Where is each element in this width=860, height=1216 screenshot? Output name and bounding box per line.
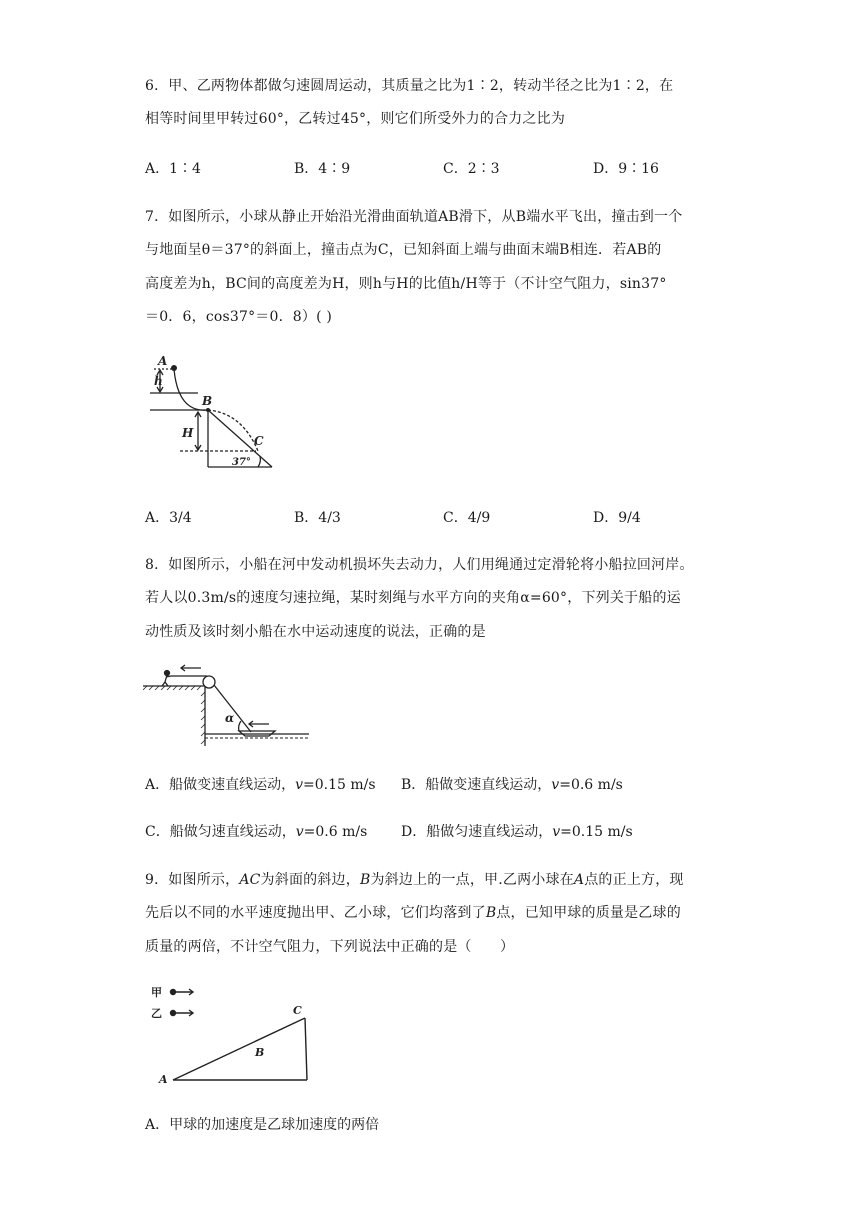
q7-option-b: B．4/3 — [294, 510, 341, 526]
q7-label-c: C — [254, 434, 264, 448]
q9-option-a: A．甲球的加速度是乙球加速度的两倍 — [145, 1117, 380, 1133]
q9-line2: 先后以不同的水平速度抛出甲、乙小球，它们均落到了B点，已知甲球的质量是乙球的 — [145, 905, 681, 921]
q7-label-hh: H — [182, 426, 194, 440]
ball-jia-icon — [170, 989, 176, 995]
ball-yi-icon — [170, 1010, 176, 1016]
q9-label-b: B — [255, 1046, 265, 1059]
q9-line1: 9．如图所示，AC为斜面的斜边，B为斜边上的一点，甲.乙两小球在A点的正上方，现 — [145, 872, 684, 888]
q7-option-a: A．3/4 — [145, 510, 192, 526]
q7-line1: 7．如图所示，小球从静止开始沿光滑曲面轨道AB滑下，从B端水平飞出，撞击到一个 — [145, 209, 683, 225]
q7-label-h: h — [154, 374, 163, 388]
q8-option-b: B．船做变速直线运动，v=0.6 m/s — [401, 777, 623, 793]
q7-option-d: D．9/4 — [593, 510, 641, 526]
q7-line3: 高度差为h，BC间的高度差为H，则h与H的比值h/H等于（不计空气阻力，sin37° — [145, 276, 667, 292]
q6-option-c: C．2∶3 — [443, 161, 500, 177]
q8-option-a: A．船做变速直线运动，v=0.15 m/s — [145, 777, 376, 793]
q8-option-d: D．船做匀速直线运动，v=0.15 m/s — [401, 824, 633, 840]
q6-option-b: B．4∶9 — [294, 161, 351, 177]
q8-label-alpha: α — [225, 711, 235, 725]
q9-line3: 质量的两倍，不计空气阻力，下列说法中正确的是（ ） — [145, 939, 515, 955]
q6-option-d: D．9∶16 — [593, 161, 659, 177]
q9-label-jia: 甲 — [151, 986, 162, 999]
q7-label-a: A — [158, 355, 168, 368]
q8-line2: 若人以0.3m/s的速度匀速拉绳，某时刻绳与水平方向的夹角α=60°，下列关于船的运 — [145, 590, 681, 606]
q9-label-c: C — [293, 1004, 302, 1017]
q8-option-c: C．船做匀速直线运动，v=0.6 m/s — [145, 824, 368, 840]
q8-line3: 动性质及该时刻小船在水中运动速度的说法，正确的是 — [145, 624, 486, 640]
q7-option-c: C．4/9 — [443, 510, 491, 526]
q7-line2: 与地面呈θ＝37°的斜面上，撞击点为C，已知斜面上端与曲面末端B相连．若AB的 — [145, 242, 662, 258]
q8-line1: 8．如图所示，小船在河中发动机损坏失去动力，人们用绳通过定滑轮将小船拉回河岸。 — [145, 557, 694, 573]
ball-icon — [171, 365, 177, 371]
q7-line4: ＝0．6，cos37°＝0．8）( ) — [145, 309, 333, 325]
q6-option-a: A．1∶4 — [145, 161, 201, 177]
q7-label-b: B — [202, 394, 213, 408]
q7-figure — [150, 355, 275, 470]
q8-figure — [143, 660, 313, 750]
q9-label-a: A — [159, 1073, 168, 1085]
q9-figure — [145, 980, 315, 1085]
q7-label-angle: 37° — [232, 457, 251, 468]
q6-line1: 6．甲、乙两物体都做匀速圆周运动，其质量之比为1∶2，转动半径之比为1∶2，在 — [145, 78, 674, 94]
q6-line2: 相等时间里甲转过60°，乙转过45°，则它们所受外力的合力之比为 — [145, 111, 566, 127]
q9-label-yi: 乙 — [151, 1007, 162, 1020]
